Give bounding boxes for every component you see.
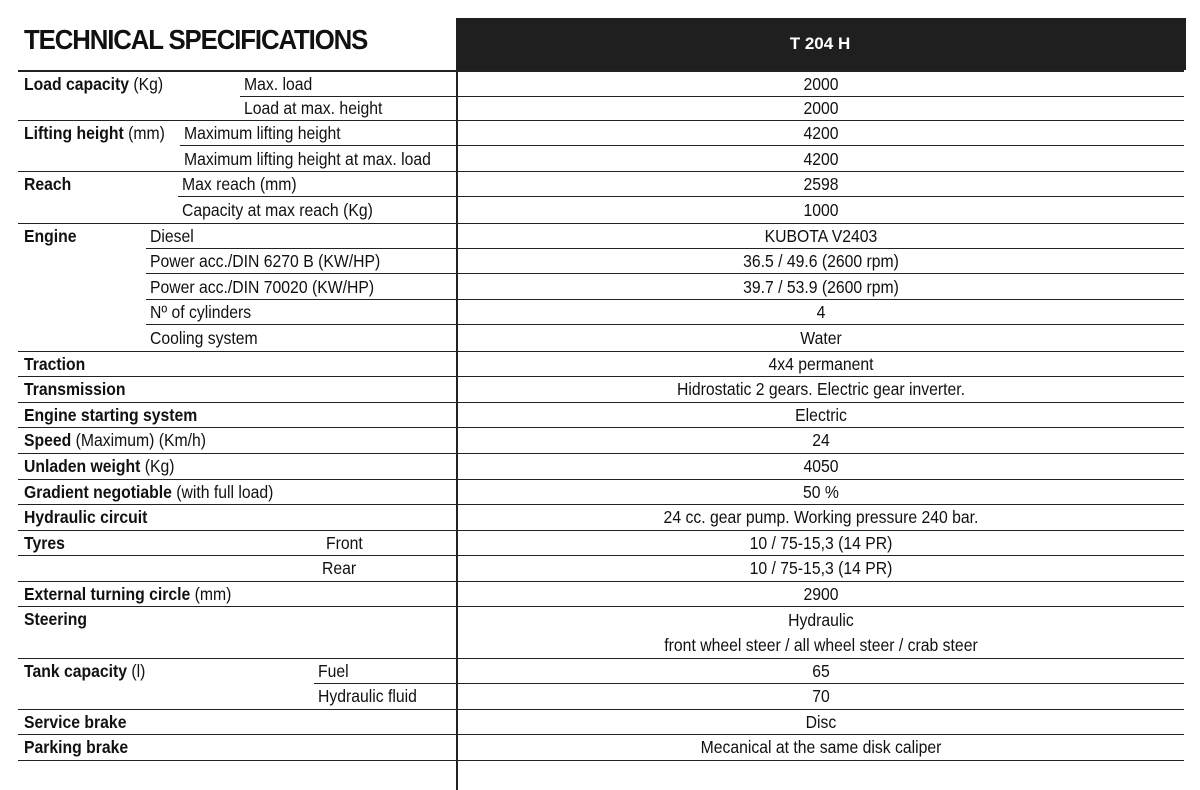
- row-label: External turning circle: [24, 583, 191, 604]
- row-label: Service brake: [24, 711, 127, 732]
- row-value: 24 cc. gear pump. Working pressure 240 bar.: [663, 507, 979, 528]
- row-value: 4200: [803, 123, 839, 144]
- row-label: Engine starting system: [24, 404, 198, 425]
- model-header: [456, 18, 1184, 70]
- row-value: 36.5 / 49.6 (2600 rpm): [743, 251, 899, 272]
- row-sublabel: Fuel: [318, 660, 349, 681]
- row-sublabel: Front: [326, 532, 363, 553]
- table-row: [18, 454, 1184, 480]
- row-label: Speed: [24, 430, 72, 451]
- row-label: Unladen weight: [24, 455, 141, 476]
- row-label: Lifting height: [24, 123, 124, 144]
- row-sublabel: Hydraulic fluid: [318, 686, 417, 707]
- row-label: Reach: [24, 174, 72, 195]
- row-sublabel: Diesel: [150, 225, 194, 246]
- row-sublabel: Capacity at max reach (Kg): [182, 199, 373, 220]
- row-value: 50 %: [803, 481, 839, 502]
- row-label: Transmission: [24, 379, 126, 400]
- table-row: [18, 147, 1184, 173]
- row-sublabel: Rear: [322, 558, 357, 579]
- row-value: 4: [816, 302, 826, 323]
- table-row: [18, 224, 1184, 250]
- table-row: [18, 275, 1184, 301]
- row-value: 2000: [803, 74, 839, 94]
- row-value: Mecanical at the same disk caliper: [700, 737, 942, 758]
- table-row: [18, 684, 1184, 710]
- table-row: [18, 249, 1184, 275]
- table-row: [18, 70, 1184, 96]
- table-row: [18, 377, 1184, 403]
- table-row: [18, 505, 1184, 531]
- row-value: 24: [812, 430, 830, 451]
- row-label-unit: (with full load): [171, 481, 274, 502]
- row-value: Water: [800, 327, 842, 348]
- row-value-line2: front wheel steer / all wheel steer / crab steer: [664, 635, 978, 656]
- row-label-unit: (Maximum) (Km/h): [71, 430, 207, 451]
- model-name: T 204 H: [789, 34, 851, 53]
- row-sublabel: Power acc./DIN 70020 (KW/HP): [150, 276, 375, 297]
- table-row: [18, 735, 1184, 761]
- table-row: [18, 326, 1184, 352]
- row-value: Electric: [795, 404, 847, 425]
- table-row: [18, 556, 1184, 582]
- row-value: Hidrostatic 2 gears. Electric gear inverter.: [677, 379, 965, 400]
- row-value: 39.7 / 53.9 (2600 rpm): [743, 276, 899, 297]
- row-value: 10 / 75-15,3 (14 PR): [749, 532, 893, 553]
- row-label: Hydraulic circuit: [24, 507, 148, 528]
- row-sublabel: Maximum lifting height: [184, 123, 341, 144]
- table-row: [18, 121, 1184, 147]
- row-label: Gradient negotiable: [24, 481, 172, 502]
- table-row: [18, 582, 1184, 608]
- row-sublabel: Load at max. height: [244, 97, 383, 118]
- header-edge: [1184, 18, 1186, 70]
- row-value: 2000: [803, 97, 839, 118]
- table-row: [18, 659, 1184, 685]
- row-value: 2900: [803, 583, 839, 604]
- table-row: [18, 96, 1184, 122]
- row-label: Load capacity: [24, 74, 130, 94]
- row-sublabel: Max. load: [244, 74, 313, 94]
- table-row: [18, 428, 1184, 454]
- row-label-unit: (mm): [190, 583, 232, 604]
- page-title: TECHNICAL SPECIFICATIONS: [24, 24, 368, 55]
- table-row: [18, 480, 1184, 506]
- table-row: [18, 352, 1184, 378]
- table-row: [18, 300, 1184, 326]
- spec-table: [18, 70, 1184, 761]
- row-label: Parking brake: [24, 737, 129, 758]
- row-label: Traction: [24, 353, 86, 374]
- row-label-unit: (Kg): [129, 74, 164, 94]
- row-value: 65: [812, 660, 830, 681]
- row-sublabel: Nº of cylinders: [150, 302, 252, 323]
- row-sublabel: Max reach (mm): [182, 174, 297, 195]
- row-label: Steering: [24, 609, 88, 630]
- row-value: 4050: [803, 455, 839, 476]
- table-row: [18, 172, 1184, 198]
- row-label: Tyres: [24, 532, 65, 553]
- table-row: [18, 710, 1184, 736]
- table-row: [18, 531, 1184, 557]
- row-label: Tank capacity: [24, 660, 128, 681]
- row-sublabel: Power acc./DIN 6270 B (KW/HP): [150, 251, 381, 272]
- row-value: 70: [812, 686, 830, 707]
- row-label-unit: (mm): [123, 123, 165, 144]
- row-value: Hydraulic: [788, 610, 854, 631]
- row-value: KUBOTA V2403: [764, 225, 878, 246]
- row-value: 2598: [803, 174, 839, 195]
- row-sublabel: Maximum lifting height at max. load: [184, 148, 431, 169]
- row-value: 1000: [803, 199, 839, 220]
- table-row: [18, 198, 1184, 224]
- row-label-unit: (l): [127, 660, 146, 681]
- row-label-unit: (Kg): [140, 455, 175, 476]
- table-row: [18, 403, 1184, 429]
- row-value: Disc: [805, 711, 837, 732]
- row-value: 4x4 permanent: [768, 353, 874, 374]
- row-label: Engine: [24, 225, 77, 246]
- table-row: [18, 607, 1184, 658]
- row-sublabel: Cooling system: [150, 327, 258, 348]
- row-value: 10 / 75-15,3 (14 PR): [749, 558, 893, 579]
- column-divider: [456, 70, 458, 790]
- row-value: 4200: [803, 148, 839, 169]
